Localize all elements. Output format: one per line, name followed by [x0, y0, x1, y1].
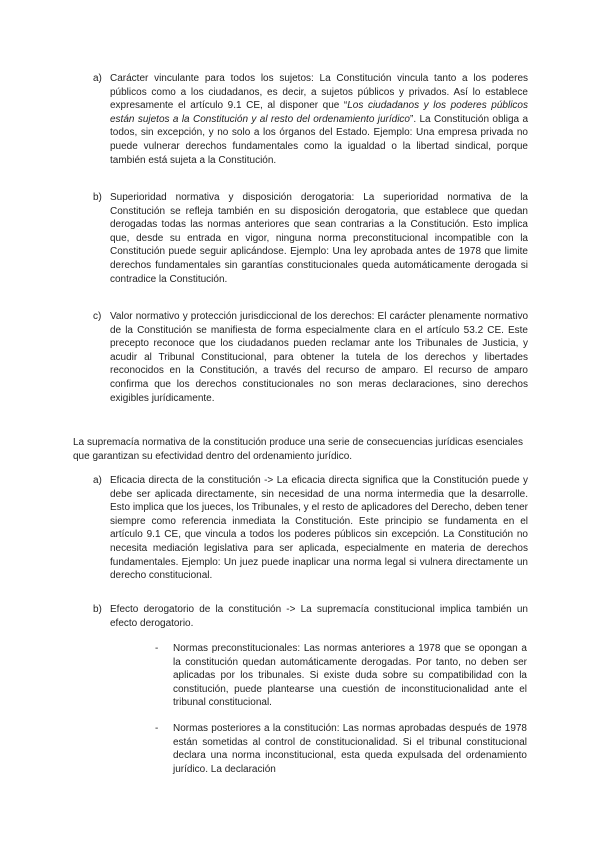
list-marker: b): [93, 192, 102, 203]
list-marker: a): [93, 73, 102, 84]
list-item: [93, 191, 528, 286]
list-marker: a): [93, 475, 102, 486]
list-item: [93, 310, 528, 405]
sublist-item: [155, 722, 527, 776]
list-item: [93, 603, 528, 630]
sublist-item-text: Normas preconstitucionales: Las normas anteriores a 1978 que se opongan a la constitución quedan automáticamente derogadas. Por tanto, no deben ser aplicadas por los tribunales. Si existe duda sobre su compatibilidad con la constitución, puede plantearse una cuestión de inconstitucionalidad ante el tribunal constitucional.: [173, 643, 527, 709]
dash-marker: -: [155, 723, 159, 734]
list-marker: c): [93, 311, 102, 322]
list-marker: b): [93, 604, 102, 615]
list-item-text: Efecto derogatorio de la constitución -> La supremacía constitucional implica también un efecto derogatorio.: [110, 604, 528, 629]
dash-marker: -: [155, 643, 159, 654]
list-item: [93, 72, 528, 167]
list-item-text: Valor normativo y protección jurisdiccional de los derechos: El carácter plenamente normativo de la Constitución se manifiesta de forma especialmente clara en el artículo 53.2 CE. Este precepto reconoce que los ciudadanos pueden reclamar ante los Tribunales de Justicia, y acudir al Tribunal Constitucional, para obtener la tutela de los derechos y libertades reconocidos en la Constitución, a través del recurso de amparo. El recurso de amparo confirma que los derechos constitucionales no son meras declaraciones, sino derechos exigibles jurídicamente.: [110, 311, 529, 404]
list-item-text: Eficacia directa de la constitución -> La eficacia directa significa que la Constitución puede y debe ser aplicada directamente, sin necesidad de una norma intermedia que la desarrolle. Esto implica que los jueces, los Tribunales, y el resto de aplicadores del Derecho, deben tener siempre como referencia inmediata la Constitución. Este principio se fundamenta en el artículo 9.1 CE, que vincula a todos los poderes públicos sin excepción. La Constitución no necesita mediación legislativa para ser aplicada, especialmente en materia de derechos fundamentales. Ejemplo: Un juez puede inaplicar una norma legal si vulnera directamente un derecho constitucional.: [110, 475, 528, 582]
constitution-quote: Los ciudadanos y los poderes públicos están sujetos a la Constitución y al resto del ordenamiento jurídico: [110, 100, 528, 125]
list-item-text: Superioridad normativa y disposición derogatoria: La superioridad normativa de la Constitución se refleja también en su disposición derogatoria, que establece que quedan derogadas todas las normas anteriores que sean contrarias a la Constitución. Esto implica que, desde su entrada en vigor, ninguna norma preconstitucional incompatible con la Constitución puede seguir aplicándose. Ejemplo: Una ley aprobada antes de 1978 que limite derechos fundamentales sin garantías constitucionales queda automáticamente derogada si contradice la Constitución.: [110, 192, 528, 285]
intro-paragraph: La supremacía normativa de la constitución produce una serie de consecuencias jurídicas esenciales que garantizan su efectividad dentro del ordenamiento jurídico.: [73, 437, 523, 462]
list-item-text: Carácter vinculante para todos los sujetos: La Constitución vincula tanto a los poderes públicos como a los ciudadanos, es decir, a sujetos públicos y privados. Así lo establece expresamente el artículo 9.1 CE, al disponer que “Los ciudadanos y los poderes públicos están sujetos a la Constitución y al resto del ordenamiento jurídico”. La Constitución obliga a todos, sin excepción, y no solo a los órganos del Estado. Ejemplo: Una empresa privada no puede vulnerar derechos fundamentales como la igualdad o la libertad sindical, porque también está sujeta a la Constitución.: [110, 73, 529, 166]
list-item: [93, 474, 528, 583]
sublist-item-text: Normas posteriores a la constitución: Las normas aprobadas después de 1978 están sometidas al control de constitucionalidad. Si el tribunal constitucional declara una norma inconstitucional, esta queda expulsada del ordenamiento jurídico. La declaración: [173, 723, 527, 775]
sublist-item: [155, 642, 527, 710]
